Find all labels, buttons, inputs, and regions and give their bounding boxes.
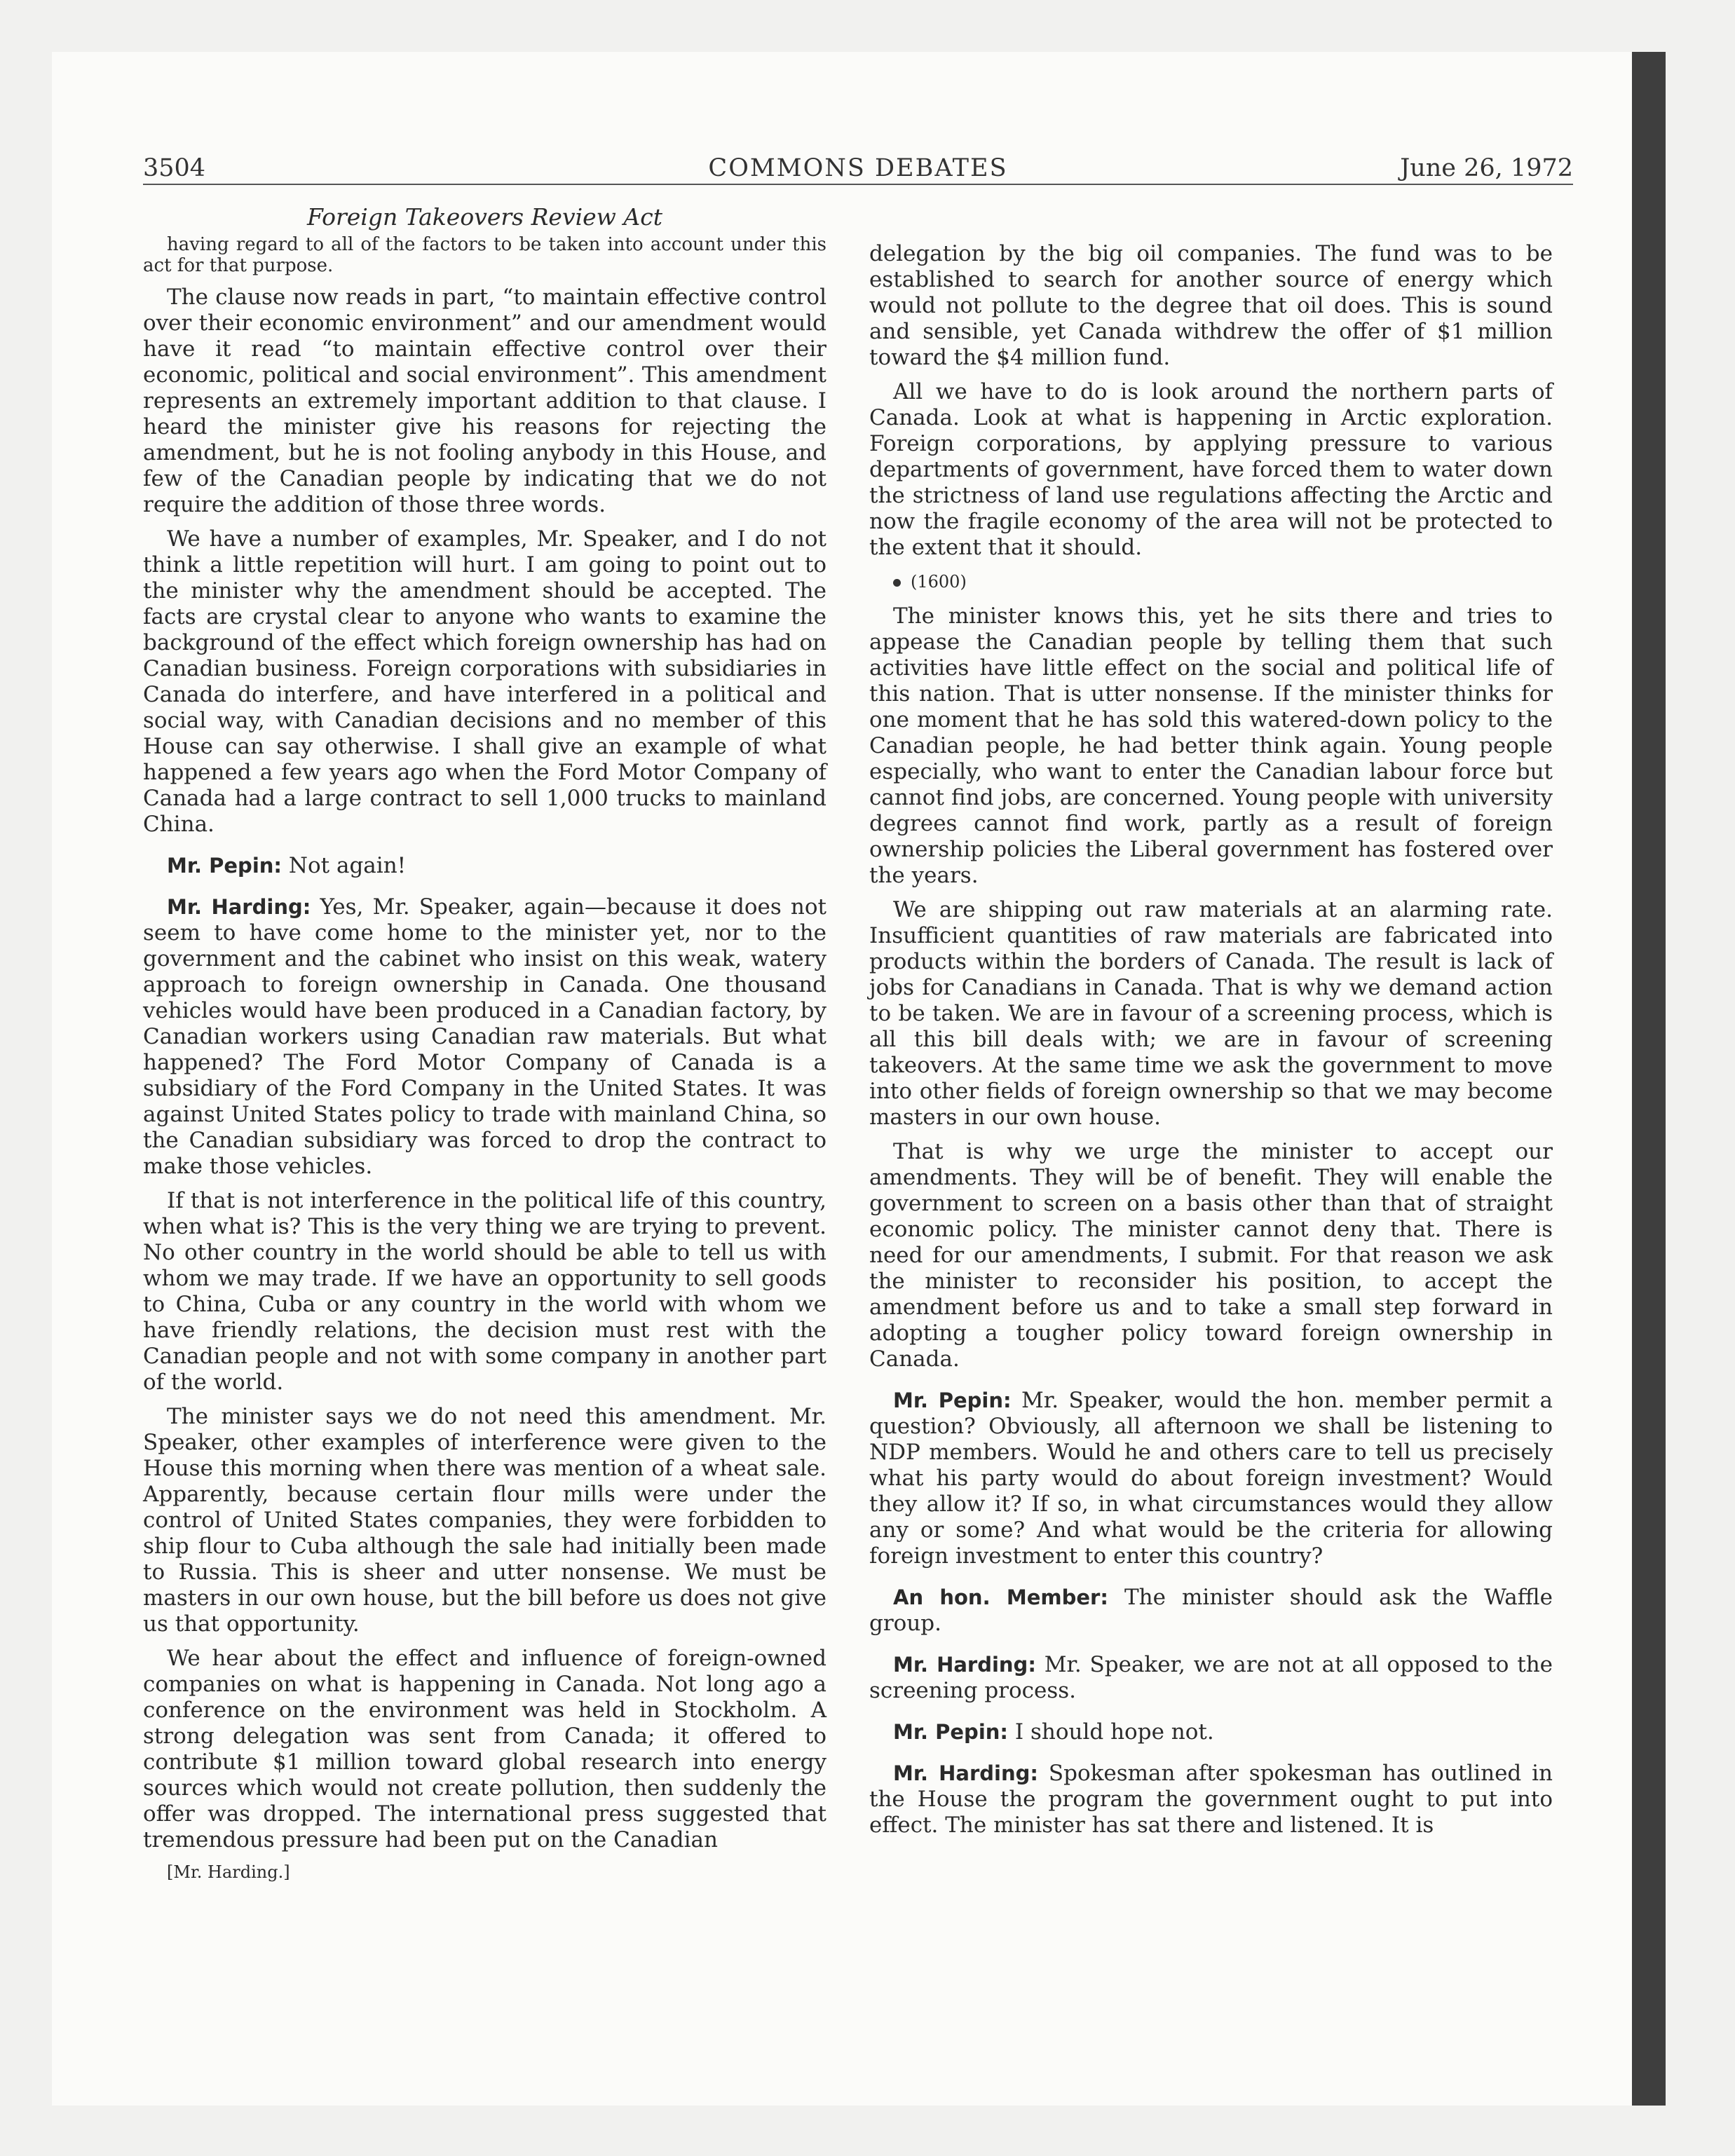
scan-edge-shadow	[1632, 52, 1666, 2106]
speaker-name: Mr. Pepin:	[893, 1389, 1012, 1412]
continuation-text: having regard to all of the factors to be taken into account under this act for that purpose.	[143, 234, 826, 276]
paragraph: We are shipping out raw materials at an alarming rate. Insufficient quantities of raw materials are fabricated into products within the borders of Canada. The result is lack of jobs for Canadians in Canada. That is why we demand action to be taken. We are in favour of a screening process, which is all this bill deals with; we are in favour of screening takeovers. At the same time we ask the government to move into other fields of foreign ownership so that we may become masters in our own house.	[869, 897, 1553, 1130]
speaker-name: An hon. Member:	[893, 1585, 1108, 1609]
paragraph: The clause now reads in part, “to maintain effective control over their economic environment” and our amendment would have it read “to maintain effective control over their economic, political and social environment”. This amendment represents an extremely important addition to that clause. I heard the minister give his reasons for rejecting the amendment, but he is not fooling anybody in this House, and few of the Canadian people by indicating that we do not require the addition of those three words.	[143, 285, 826, 517]
section-subheading: Foreign Takeovers Review Act	[307, 203, 662, 231]
time-marker-text: (1600)	[911, 572, 967, 592]
paragraph: All we have to do is look around the northern parts of Canada. Look at what is happening in Arctic exploration. Foreign corporations, by applying pressure to various departments of government, have forced them to water down the strictness of land use regulations affecting the Arctic and now the fragile economy of the area will not be protected to the extent that it should.	[869, 379, 1553, 560]
speech-harding	[869, 1761, 1553, 1838]
speech-text: Yes, Mr. Speaker, again—because it does not seem to have come home to the minister yet, nor to the government and the cabinet who insist on this weak, watery approach to foreign ownership in Canada. One thousand vehicles would have been produced in a Canadian factory, by Canadian workers using Canadian raw materials. But what happened? The Ford Motor Company of Canada is a subsidiary of the Ford Company in the United States. It was against United States policy to trade with mainland China, so the Canadian subsidiary was forced to drop the contract to make those vehicles.	[143, 894, 827, 1179]
speaker-name: Mr. Harding:	[893, 1653, 1036, 1677]
speech-hon-member	[869, 1585, 1553, 1637]
right-column	[869, 241, 1553, 1847]
bullet-icon	[893, 579, 901, 587]
speaker-name: Mr. Pepin:	[167, 854, 283, 878]
speaker-name: Mr. Pepin:	[893, 1720, 1009, 1744]
speech-harding	[869, 1652, 1553, 1704]
left-column	[143, 203, 826, 1891]
page-header	[143, 153, 1573, 185]
paragraph: The minister knows this, yet he sits there and tries to appease the Canadian people by telling them that such activities have little effect on the social and political life of this nation. That is utter nonsense. If the minister thinks for one moment that he has sold this watered-down policy to the Canadian people, he had better think again. Young people especially, who want to enter the Canadian labour force but cannot find jobs, are concerned. Young people with university degrees cannot find work, partly as a result of foreign ownership policies the Liberal government has fostered over the years.	[869, 603, 1553, 888]
speech-pepin	[869, 1388, 1553, 1569]
speech-text: I should hope not.	[1014, 1719, 1214, 1745]
time-marker	[869, 569, 1553, 595]
header-date: June 26, 1972	[1400, 154, 1573, 182]
speaker-name: Mr. Harding:	[167, 895, 311, 919]
speech-text: Spokesman after spokesman has outlined in the House the program the government ought to put into effect. The minister has sat there and listened. It is	[869, 1761, 1553, 1838]
speech-pepin	[143, 853, 826, 879]
speech-harding	[143, 894, 826, 1180]
speaker-name: Mr. Harding:	[893, 1761, 1038, 1785]
paragraph: The minister says we do not need this amendment. Mr. Speaker, other examples of interference were given to the House this morning when there was mention of a wheat sale. Apparently, because certain flour mills were under the control of United States companies, they were forbidden to ship flour to Cuba although the sale had initially been made to Russia. This is sheer and utter nonsense. We must be masters in our own house, but the bill before us does not give us that opportunity.	[143, 1404, 826, 1637]
paragraph: delegation by the big oil companies. The fund was to be established to search for another source of energy which would not pollute to the degree that oil does. This is sound and sensible, yet Canada withdrew the offer of $1 million toward the $4 million fund.	[869, 241, 1553, 370]
speech-text: Not again!	[288, 853, 407, 878]
page-number: 3504	[143, 154, 206, 182]
speech-text: Mr. Speaker, would the hon. member permit a question? Obviously, all afternoon we shall be listening to NDP members. Would he and others care to tell us precisely what his party would do about foreign investment? Would they allow it? If so, in what circumstances would they allow any or some? And what would be the criteria for allowing foreign investment to enter this country?	[869, 1388, 1553, 1569]
paragraph: We hear about the effect and influence of foreign-owned companies on what is happening in Canada. Not long ago a conference on the environment was held in Stockholm. A strong delegation was sent from Canada; it offered to contribute $1 million toward global research into energy sources which would not create pollution, then suddenly the offer was dropped. The international press suggested that tremendous pressure had been put on the Canadian	[143, 1646, 826, 1853]
journal-title: COMMONS DEBATES	[708, 154, 1008, 182]
paragraph: We have a number of examples, Mr. Speaker, and I do not think a little repetition will hurt. I am going to point out to the minister why the amendment should be accepted. The facts are crystal clear to anyone who wants to examine the background of the effect which foreign ownership has had on Canadian business. Foreign corporations with subsidiaries in Canada do interfere, and have interfered in a political and social way, with Canadian decisions and no member of this House can say otherwise. I shall give an example of what happened a few years ago when the Ford Motor Company of Canada had a large contract to sell 1,000 trucks to mainland China.	[143, 526, 826, 837]
paragraph: If that is not interference in the political life of this country, when what is? This is the very thing we are trying to prevent. No other country in the world should be able to tell us with whom we may trade. If we have an opportunity to sell goods to China, Cuba or any country in the world with whom we have friendly relations, the decision must rest with the Canadian people and not with some company in another part of the world.	[143, 1188, 826, 1395]
speech-text: Mr. Speaker, we are not at all opposed to the screening process.	[869, 1652, 1553, 1703]
speech-text: The minister should ask the Waffle group.	[869, 1585, 1553, 1636]
speech-pepin	[869, 1719, 1553, 1745]
speaker-footnote: [Mr. Harding.]	[167, 1862, 290, 1882]
paragraph: That is why we urge the minister to accept our amendments. They will be of benefit. They will enable the government to screen on a basis other than that of straight economic policy. The minister cannot deny that. There is need for our amendments, I submit. For that reason we ask the minister to reconsider his position, to accept the amendment before us and to take a small step forward in adopting a tougher policy toward foreign ownership in Canada.	[869, 1139, 1553, 1372]
